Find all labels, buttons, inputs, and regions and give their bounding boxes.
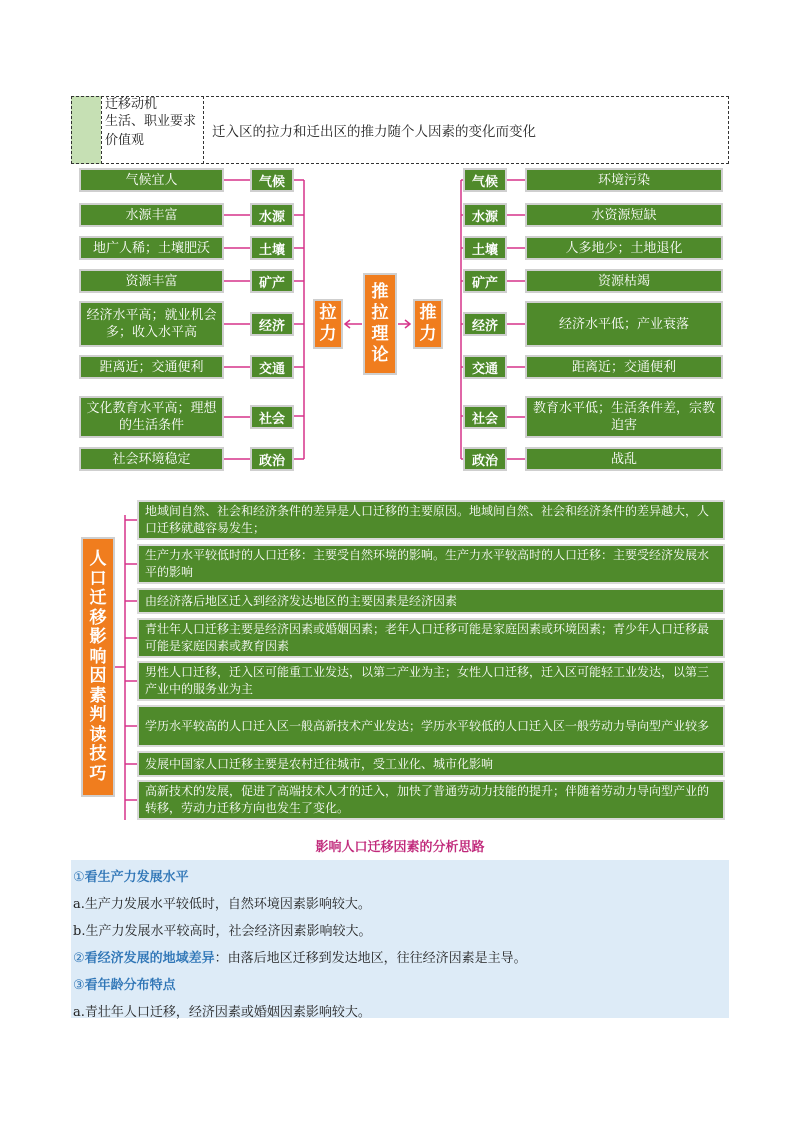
skill-text: 男性人口迁移，迁入区可能重工业发达，以第二产业为主；女性人口迁移，迁入区可能轻工业发达，以第三产业中的服务业为主 <box>145 665 710 696</box>
push-force-box <box>413 299 443 349</box>
skill-item <box>137 780 725 820</box>
push-factor-box: 距离近；交通便利 <box>525 355 723 379</box>
pull-char: 力 <box>319 324 337 344</box>
pull-factor-box: 距离近；交通便利 <box>79 355 224 379</box>
heading-text: 看经济发展的地域差异 <box>84 951 215 966</box>
push-factor-tag: 土壤 <box>463 236 507 260</box>
push-pull-theory-box <box>363 273 397 375</box>
push-factor-tag: 经济 <box>463 312 507 336</box>
push-factor-tag: 矿产 <box>463 269 507 293</box>
pull-factor-box: 经济水平高；就业机会多；收入水平高 <box>79 301 224 347</box>
skill-item <box>137 500 725 540</box>
skills-title-char: 影 <box>89 627 107 647</box>
push-factor-tag: 政治 <box>463 447 507 471</box>
heading-text: 看年龄分布特点 <box>84 978 176 993</box>
skills-title <box>81 537 115 797</box>
push-factor-box: 环境污染 <box>525 168 723 192</box>
skill-item <box>137 544 725 584</box>
pull-factor-box: 资源丰富 <box>79 269 224 293</box>
skill-text: 由经济落后地区迁入到经济发达地区的主要因素是经济因素 <box>145 593 458 608</box>
skills-title-char: 读 <box>89 724 107 745</box>
skill-item <box>137 588 725 614</box>
skill-text: 高新技术的发展，促进了高端技术人才的迁入，加快了普通劳动力技能的提升；伴随着劳动力导向型产业的转移，劳动力迁移方向也发生了变化。 <box>145 784 710 815</box>
push-factor-box: 经济水平低；产业衰落 <box>525 301 723 347</box>
push-factor-tag: 气候 <box>463 168 507 192</box>
skills-title-char: 响 <box>89 646 107 667</box>
motive-row: 迁移动机 <box>105 97 158 112</box>
skill-text: 学历水平较高的人口迁入区一般高新技术产业发达；学历水平较低的人口迁入区一般劳动力导向型产业较多 <box>145 718 710 733</box>
push-factor-box: 教育水平低；生活条件差，宗教迫害 <box>525 396 723 438</box>
skill-item <box>137 618 725 658</box>
push-factor-tag: 社会 <box>463 405 507 429</box>
push-char: 力 <box>419 324 437 344</box>
skill-text: 地域间自然、社会和经济条件的差异是人口迁移的主要原因。地域间自然、社会和经济条件的差异越大，人口迁移就越容易发生； <box>145 504 710 535</box>
push-factor-tag: 水源 <box>463 203 507 227</box>
pull-factor-box: 文化教育水平高；理想的生活条件 <box>79 396 224 438</box>
theory-char: 论 <box>371 345 389 365</box>
skills-title-char: 移 <box>89 607 107 628</box>
pull-factor-tag: 交通 <box>250 355 294 379</box>
pull-factor-box: 水源丰富 <box>79 203 224 227</box>
pull-factor-box: 社会环境稳定 <box>79 447 224 471</box>
push-factor-box: 战乱 <box>525 447 723 471</box>
motive-row: 价值观 <box>105 133 145 148</box>
pull-factor-tag: 气候 <box>250 168 294 192</box>
analysis-line-b: b.生产力发展水平较高时，社会经济因素影响较大。 <box>73 924 372 939</box>
skill-item <box>137 751 725 777</box>
skill-item <box>137 661 725 701</box>
pull-factor-box: 地广人稀；土壤肥沃 <box>79 236 224 260</box>
push-factor-box: 资源枯竭 <box>525 269 723 293</box>
skill-text: 生产力水平较低时的人口迁移：主要受自然环境的影响。生产力水平较高时的人口迁移：主要受经济发展水平的影响 <box>145 548 710 579</box>
skills-title-char: 巧 <box>89 763 107 784</box>
heading-number: ③ <box>73 978 85 993</box>
pull-factor-box: 气候宜人 <box>79 168 224 192</box>
heading-text: 看生产力发展水平 <box>84 870 189 885</box>
push-factor-box: 水资源短缺 <box>525 203 723 227</box>
push-char: 推 <box>419 303 437 323</box>
skills-title-char: 迁 <box>89 588 107 608</box>
pull-char: 拉 <box>319 303 337 323</box>
motive-row: 生活、职业要求 <box>105 114 197 129</box>
skill-text: 发展中国家人口迁移主要是农村迁往城市，受工业化、城市化影响 <box>145 756 494 771</box>
skill-item <box>137 705 725 747</box>
heading-number: ② <box>73 951 85 966</box>
skills-title-char: 技 <box>89 744 107 764</box>
skills-title-char: 素 <box>89 685 107 706</box>
analysis-line-a: a.生产力发展水平较低时，自然环境因素影响较大。 <box>73 897 371 912</box>
analysis-heading-2 <box>73 947 527 966</box>
heading-rest: ：由落后地区迁移到发达地区，往往经济因素是主导。 <box>214 951 527 966</box>
heading-number: ① <box>73 870 85 885</box>
push-factor-box: 人多地少；土地退化 <box>525 236 723 260</box>
analysis-heading-1 <box>73 866 189 885</box>
skills-title-char: 口 <box>89 568 107 589</box>
push-factor-tag: 交通 <box>463 355 507 379</box>
pull-factor-tag: 经济 <box>250 312 294 336</box>
pull-factor-tag: 政治 <box>250 447 294 471</box>
pull-factor-tag: 水源 <box>250 203 294 227</box>
pull-factor-tag: 社会 <box>250 405 294 429</box>
analysis-heading-3 <box>73 974 176 993</box>
skill-text: 青壮年人口迁移主要是经济因素或婚姻因素；老年人口迁移可能是家庭因素或环境因素；青少年人口迁移最可能是家庭因素或教育因素 <box>145 622 710 653</box>
pull-factor-tag: 矿产 <box>250 269 294 293</box>
skills-title-char: 人 <box>89 549 107 569</box>
theory-char: 拉 <box>371 303 389 323</box>
theory-char: 推 <box>371 282 389 302</box>
pull-force-box <box>313 299 343 349</box>
motive-description: 迁入区的拉力和迁出区的推力随个人因素的变化而变化 <box>212 124 536 140</box>
analysis-title: 影响人口迁移因素的分析思路 <box>315 840 485 855</box>
theory-char: 理 <box>371 324 389 344</box>
analysis-line-c: a.青壮年人口迁移，经济因素或婚姻因素影响较大。 <box>73 1005 371 1020</box>
pull-factor-tag: 土壤 <box>250 236 294 260</box>
skills-title-char: 因 <box>89 666 107 686</box>
skills-title-char: 判 <box>89 705 107 725</box>
